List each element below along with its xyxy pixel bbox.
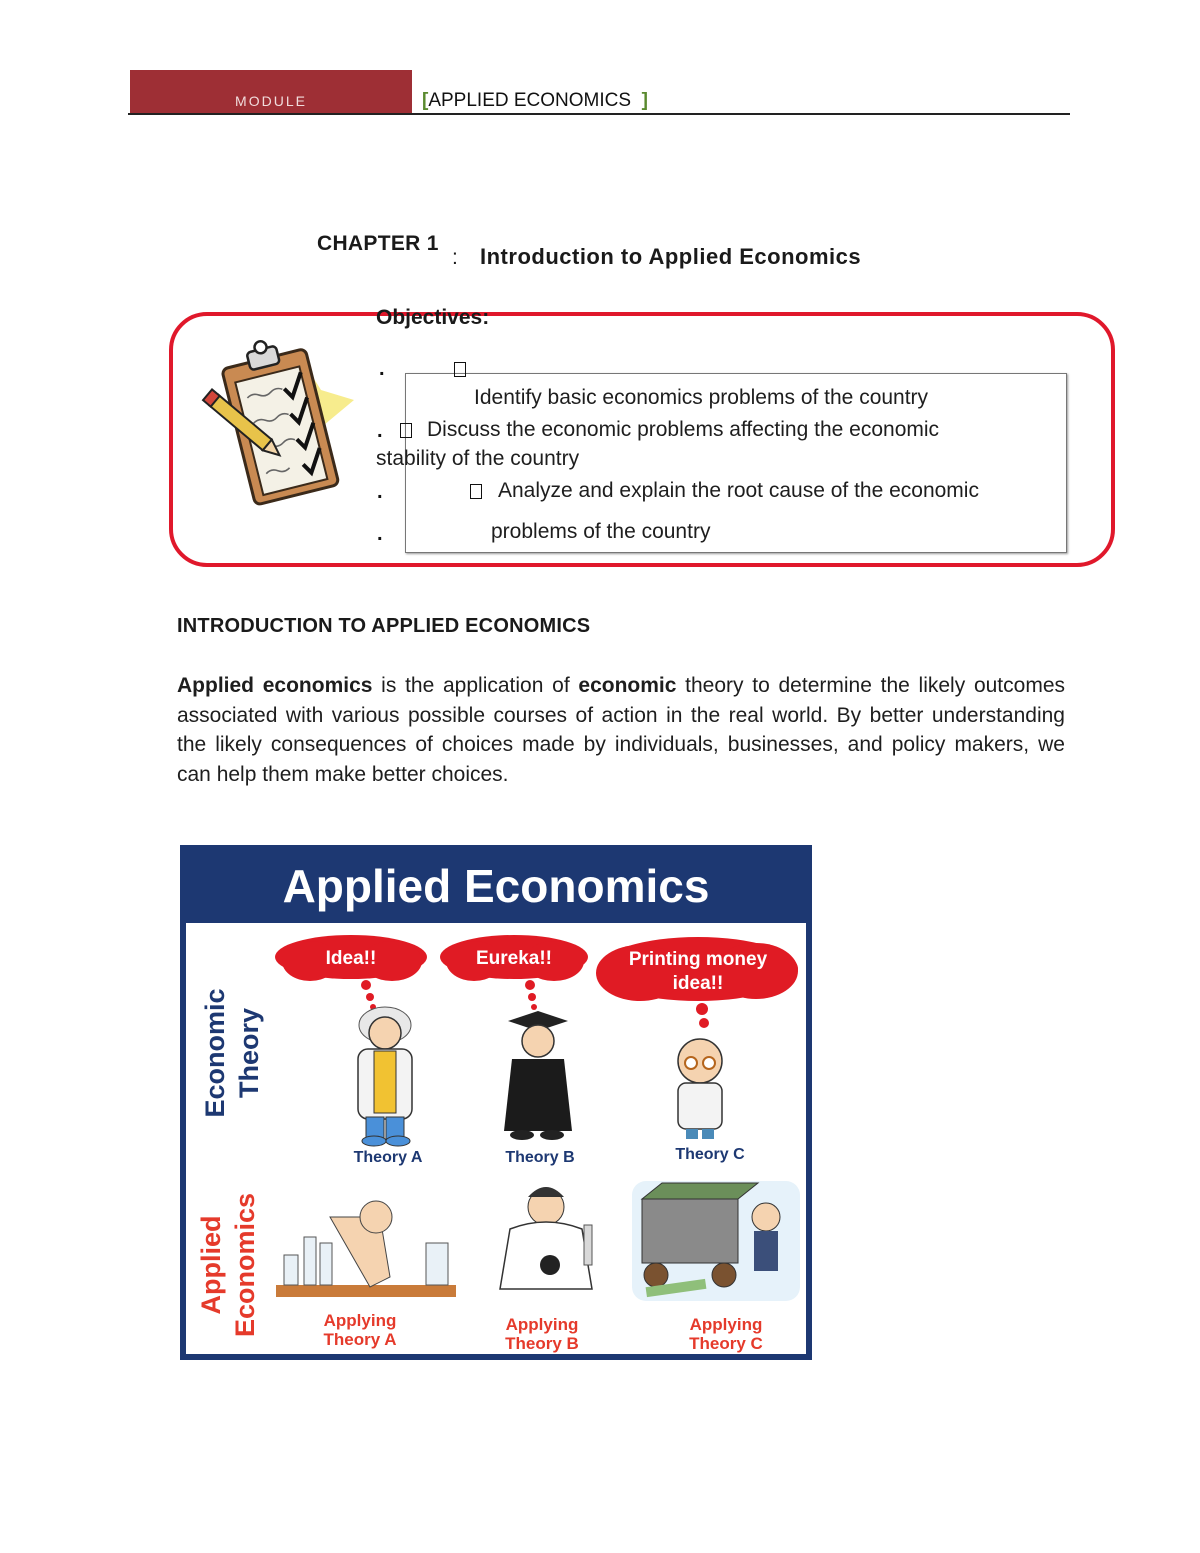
caption-theory-c: Theory C [675, 1146, 745, 1163]
module-tab-label: MODULE [235, 93, 307, 109]
term-economic: economic [578, 674, 677, 697]
objective-item-2-line-2: stability of the country [376, 447, 580, 470]
header-title-text: APPLIED ECONOMICS [428, 90, 632, 111]
bracket-close: ] [641, 90, 648, 111]
caption-applying-theory-a: Theory A [323, 1330, 397, 1349]
row-label-economics: Economics [230, 1192, 260, 1338]
module-tab [130, 70, 412, 114]
missing-glyph-icon [454, 362, 466, 377]
term-applied-economics: Applied economics [177, 674, 373, 697]
objectives-heading: Objectives: [376, 306, 490, 329]
row-label-theory: Theory [234, 1007, 264, 1099]
bubble-printing-money-line-1: Printing money [628, 949, 768, 970]
scientist-c-icon [678, 1039, 722, 1139]
bubble-idea: Idea!! [325, 948, 377, 969]
objective-item-3-line-1: Analyze and explain the root cause of the economic [498, 479, 979, 502]
bubble-printing-money-line-2: idea!! [672, 973, 724, 994]
header-rule [128, 113, 1070, 115]
bubble-eureka: Eureka!! [475, 948, 553, 969]
row-label-applied: Applied [196, 1215, 226, 1315]
bullet-dot: . [377, 481, 383, 503]
clipboard-checklist-icon [196, 330, 356, 516]
caption-theory-a: Theory A [353, 1149, 423, 1166]
caption-theory-b: Theory B [505, 1149, 575, 1166]
missing-glyph-icon [470, 484, 482, 499]
caption-applying-c: Applying [689, 1315, 763, 1334]
row-label-economic: Economic [200, 988, 230, 1118]
bullet-dot: . [377, 523, 383, 545]
bullet-dot: . [377, 420, 383, 442]
infographic-title: Applied Economics [282, 860, 710, 912]
caption-applying-theory-b: Theory B [505, 1334, 579, 1353]
header-title [422, 90, 648, 112]
objective-item-2-line-1: Discuss the economic problems affecting the economic [427, 418, 940, 441]
objective-item-3-line-2: problems of the country [491, 520, 711, 543]
money-printing-press-icon [632, 1181, 800, 1301]
paragraph-text-1: is the application of [372, 674, 579, 697]
caption-applying-b: Applying [505, 1315, 579, 1334]
chapter-label: CHAPTER 1 [317, 232, 439, 255]
section-heading: INTRODUCTION TO APPLIED ECONOMICS [177, 615, 591, 637]
bullet-dot: . [379, 358, 385, 380]
bracket-open: [ [422, 90, 429, 111]
chapter-colon: : [452, 246, 458, 269]
caption-applying-a: Applying [323, 1311, 397, 1330]
chapter-title: Introduction to Applied Economics [480, 244, 862, 269]
paragraph-text-2: theory to determine the likely outcomes associated with various possible courses of action in the real world. By better understanding the likely consequences of choices made by individuals, businesses, and policy makers, we can help them make better choices. [177, 674, 1065, 786]
applied-economics-infographic [180, 845, 812, 1360]
objective-item-1: Identify basic economics problems of the country [474, 386, 929, 409]
caption-applying-theory-c: Theory C [689, 1334, 763, 1353]
intro-paragraph [177, 671, 1065, 789]
missing-glyph-icon [400, 423, 412, 438]
